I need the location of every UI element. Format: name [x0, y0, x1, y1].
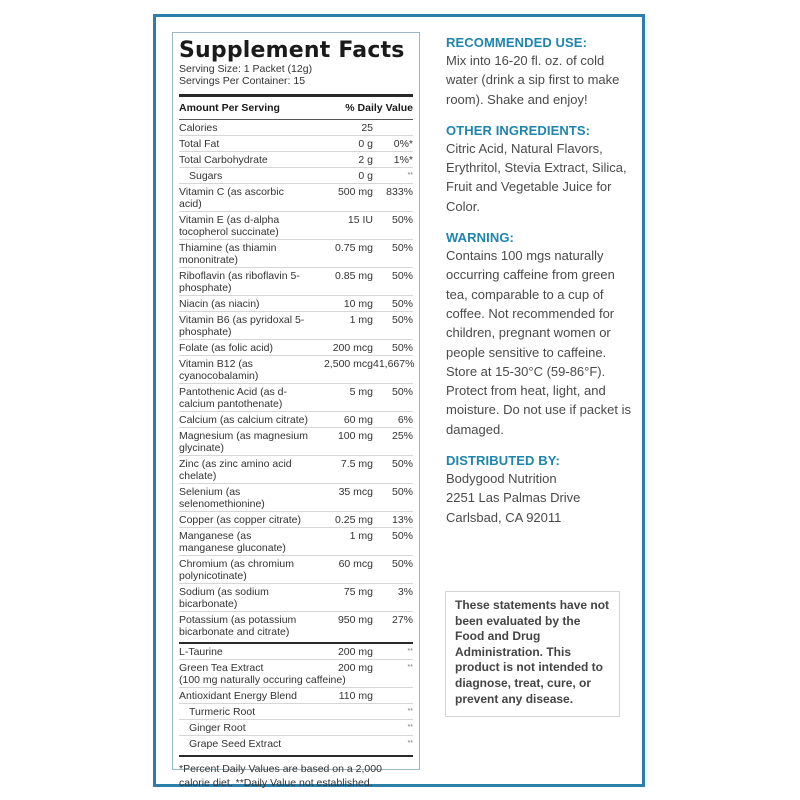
nutrient-row: Magnesium (as magnesium glycinate) 100 mg 25% — [179, 430, 413, 454]
nutrient-row: Vitamin E (as d-alpha tocopherol succinate) 15 IU 50% — [179, 214, 413, 238]
distributor-city: Carlsbad, CA 92011 — [446, 509, 562, 525]
nutrient-row: Potassium (as potassium bicarbonate and citrate) 950 mg 27% — [179, 614, 413, 638]
nutrient-row: Vitamin B6 (as pyridoxal 5-phosphate) 1 mg 50% — [179, 314, 413, 338]
nutrient-row: Calories 25 — [179, 120, 413, 136]
nutrient-row: Niacin (as niacin) 10 mg 50% — [179, 298, 413, 310]
ingredient-row: Green Tea Extract 200 mg ** (100 mg naturally occuring caffeine) — [179, 662, 413, 686]
servings-per-container: Servings Per Container: 15 — [179, 75, 306, 87]
nutrient-row: Total Carbohydrate 2 g 1%* — [179, 154, 413, 166]
recommended-use-section — [446, 35, 636, 109]
ingredient-row: L-Taurine 200 mg ** — [179, 646, 413, 658]
ingredient-row: Ginger Root ** — [179, 720, 413, 736]
info-column — [446, 35, 636, 541]
serving-size: Serving Size: 1 Packet (12g) — [179, 63, 313, 75]
recommended-use-heading: RECOMMENDED USE: — [446, 35, 587, 50]
facts-title: Supplement Facts — [179, 38, 405, 63]
warning-body: Contains 100 mgs naturally occurring caffeine from green tea, comparable to a cup of coffee. Not recommended for children, pregnant women or people sensitive to caffeine. Store at 15-30°C (59-86°F). Protect from heat, light, and moisture. Do not use if packet is damaged. — [446, 248, 631, 437]
fda-disclaimer: These statements have not been evaluated by the Food and Drug Administration. This product is not intended to diagnose, treat, cure, or prevent any disease. — [445, 591, 620, 717]
other-ingredients-body: Citric Acid, Natural Flavors, Erythritol, Stevia Extract, Silica, Fruit and Vegetable Juice for Color. — [446, 140, 627, 214]
nutrient-row: Vitamin C (as ascorbic acid) 500 mg 833% — [179, 186, 413, 210]
nutrient-list — [179, 120, 413, 639]
supplement-facts-panel — [172, 32, 420, 789]
other-ingredients-section — [446, 123, 636, 216]
warning-heading: WARNING: — [446, 230, 514, 246]
other-ingredient-list — [179, 644, 413, 751]
daily-value-footnote: *Percent Daily Values are based on a 2,000 calorie diet. **Daily Value not established. — [179, 763, 382, 789]
column-header — [179, 97, 413, 120]
warning-section — [446, 230, 636, 439]
nutrient-row: Vitamin B12 (as cyanocobalamin) 2,500 mcg 41,667% — [179, 358, 415, 382]
nutrient-row: Zinc (as zinc amino acid chelate) 7.5 mg 50% — [179, 458, 413, 482]
distributed-by-heading: DISTRIBUTED BY: — [446, 453, 560, 469]
other-ingredients-heading: OTHER INGREDIENTS: — [446, 122, 591, 138]
ingredient-row: Grape Seed Extract ** — [189, 738, 413, 750]
caffeine-note: (100 mg naturally occuring caffeine) — [179, 674, 346, 686]
nutrient-row: Copper (as copper citrate) 0.25 mg 13% — [179, 514, 413, 526]
distributor-name: Bodygood Nutrition — [446, 471, 557, 487]
nutrient-row: Folate (as folic acid) 200 mcg 50% — [179, 342, 413, 354]
ingredient-row: Antioxidant Energy Blend 110 mg — [179, 688, 413, 704]
dv-header: % Daily Value — [345, 102, 413, 114]
nutrient-row: Sugars 0 g ** — [179, 168, 413, 184]
distributed-by-section — [446, 453, 636, 527]
nutrient-row: Manganese (as manganese gluconate) 1 mg 50% — [179, 530, 413, 554]
distributor-street: 2251 Las Palmas Drive — [446, 490, 581, 506]
nutrient-row: Total Fat 0 g 0%* — [179, 138, 413, 150]
nutrient-row: Selenium (as selenomethionine) 35 mcg 50% — [179, 486, 413, 510]
nutrient-row: Riboflavin (as riboflavin 5-phosphate) 0.85 mg 50% — [179, 270, 413, 294]
nutrient-row: Thiamine (as thiamin mononitrate) 0.75 mg 50% — [179, 242, 413, 266]
recommended-use-body: Mix into 16-20 fl. oz. of cold water (drink a sip first to make room). Shake and enjoy! — [446, 53, 620, 107]
nutrient-row: Chromium (as chromium polynicotinate) 60 mcg 50% — [179, 558, 413, 582]
nutrient-row: Sodium (as sodium bicarbonate) 75 mg 3% — [179, 586, 413, 610]
amount-header: Amount Per Serving — [179, 102, 280, 114]
ingredient-row: Turmeric Root ** — [179, 704, 413, 720]
nutrient-row: Calcium (as calcium citrate) 60 mg 6% — [179, 414, 413, 426]
nutrient-row: Pantothenic Acid (as d-calcium pantothenate) 5 mg 50% — [179, 386, 413, 410]
